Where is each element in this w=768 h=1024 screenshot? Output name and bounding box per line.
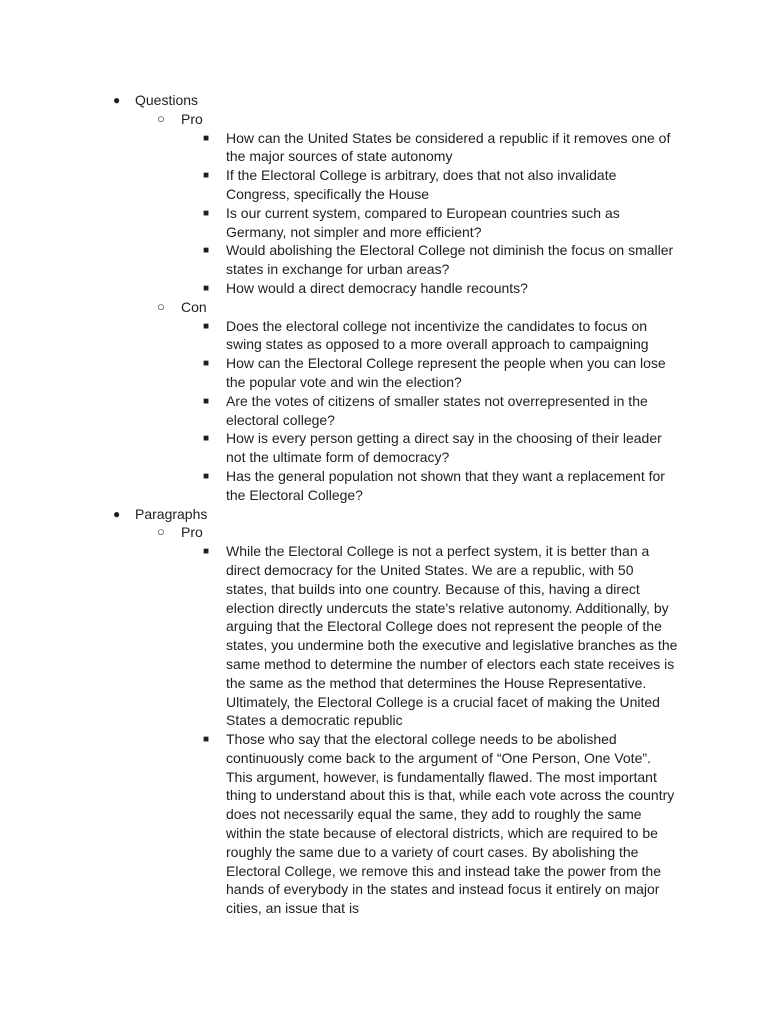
square-bullet-icon: ■ bbox=[203, 358, 210, 370]
square-bullet-icon: ■ bbox=[203, 320, 210, 332]
outline-item-paragraphs-pro bbox=[0, 523, 768, 542]
subheading-pro: Pro bbox=[181, 524, 203, 541]
heading-questions: Questions bbox=[135, 92, 199, 108]
list-item bbox=[0, 317, 678, 355]
paragraph-text: While the Electoral College is not a perfect system, it is better than a direct democracy for the United States. We are a republic, with 50 states, that builds into one country. Because of this, having a direct election directly undercuts the state's relative autonomy. Additionally, by arguing that the Electoral College does not represent the people of the states, you undermine both the executive and legislative branches as the same method to determine the number of electors each state receives is the same as the method that determines the House Representative. Ultimately, the Electoral College is a crucial facet of making the United States a democratic republic bbox=[226, 543, 678, 729]
hollow-circle-bullet-icon: ○ bbox=[157, 110, 165, 126]
paragraph-item bbox=[0, 542, 678, 730]
list-item-text: How can the United States be considered a republic if it removes one of the major sources of state autonomy bbox=[226, 129, 671, 165]
paragraph-text: Those who say that the electoral college needs to be abolished continuously come back to the argument of “One Person, One Vote”. This argument, however, is fundamentally flawed. The most important thing to understand about this is that, while each vote across the country does not necessarily equal the same, they add to roughly the same within the state because of electoral districts, which are required to be roughly the same due to a variety of court cases. By abolishing the Electoral College, we remove this and instead take the power from the hands of everybody in the states and instead focus it entirely on major cities, an issue that is bbox=[226, 731, 675, 917]
hollow-circle-bullet-icon: ○ bbox=[157, 298, 165, 314]
list-item-text: How can the Electoral College represent the people when you can lose the popular vote and win the election? bbox=[226, 355, 666, 390]
paragraph-item bbox=[0, 730, 678, 918]
list-item bbox=[0, 241, 678, 279]
list-item bbox=[0, 279, 678, 298]
square-bullet-icon: ■ bbox=[203, 170, 210, 182]
list-item-text: Are the votes of citizens of smaller states not overrepresented in the electoral college? bbox=[226, 392, 648, 428]
list-item-text: How would a direct democracy handle recounts? bbox=[226, 279, 528, 296]
document-page bbox=[0, 91, 768, 918]
list-item-text: If the Electoral College is arbitrary, does that not also invalidate Congress, specifically the House bbox=[226, 167, 617, 202]
square-bullet-icon: ■ bbox=[203, 734, 210, 746]
subheading-con: Con bbox=[181, 298, 207, 315]
outline-item-questions-pro bbox=[0, 110, 768, 129]
square-bullet-icon: ■ bbox=[203, 395, 210, 407]
list-item bbox=[0, 204, 678, 242]
hollow-circle-bullet-icon: ○ bbox=[157, 524, 165, 540]
list-item bbox=[0, 129, 678, 167]
subheading-pro: Pro bbox=[181, 110, 203, 127]
list-item bbox=[0, 429, 678, 467]
filled-circle-bullet-icon: ● bbox=[113, 506, 121, 521]
list-item bbox=[0, 467, 678, 505]
list-item bbox=[0, 354, 678, 392]
list-item bbox=[0, 166, 678, 204]
filled-circle-bullet-icon: ● bbox=[113, 93, 121, 107]
square-bullet-icon: ■ bbox=[203, 546, 210, 558]
outline-item-questions-con bbox=[0, 298, 768, 317]
list-item-text: How is every person getting a direct say in the choosing of their leader not the ultimate form of democracy? bbox=[226, 430, 662, 466]
square-bullet-icon: ■ bbox=[203, 245, 210, 257]
list-item-text: Does the electoral college not incentivize the candidates to focus on swing states as opposed to a more overall approach to campaigning bbox=[226, 317, 649, 353]
heading-paragraphs: Paragraphs bbox=[135, 505, 208, 522]
outline-item-paragraphs bbox=[0, 505, 768, 524]
square-bullet-icon: ■ bbox=[203, 282, 210, 294]
list-item-text: Has the general population not shown that they want a replacement for the Electoral College? bbox=[226, 467, 665, 503]
list-item-text: Would abolishing the Electoral College not diminish the focus on smaller states in exchange for urban areas? bbox=[226, 242, 674, 278]
square-bullet-icon: ■ bbox=[203, 207, 210, 219]
outline-item-questions bbox=[0, 91, 768, 110]
list-item-text: Is our current system, compared to European countries such as Germany, not simpler and more efficient? bbox=[226, 204, 620, 240]
square-bullet-icon: ■ bbox=[203, 433, 210, 445]
square-bullet-icon: ■ bbox=[203, 132, 210, 144]
square-bullet-icon: ■ bbox=[203, 470, 210, 482]
list-item bbox=[0, 392, 678, 430]
